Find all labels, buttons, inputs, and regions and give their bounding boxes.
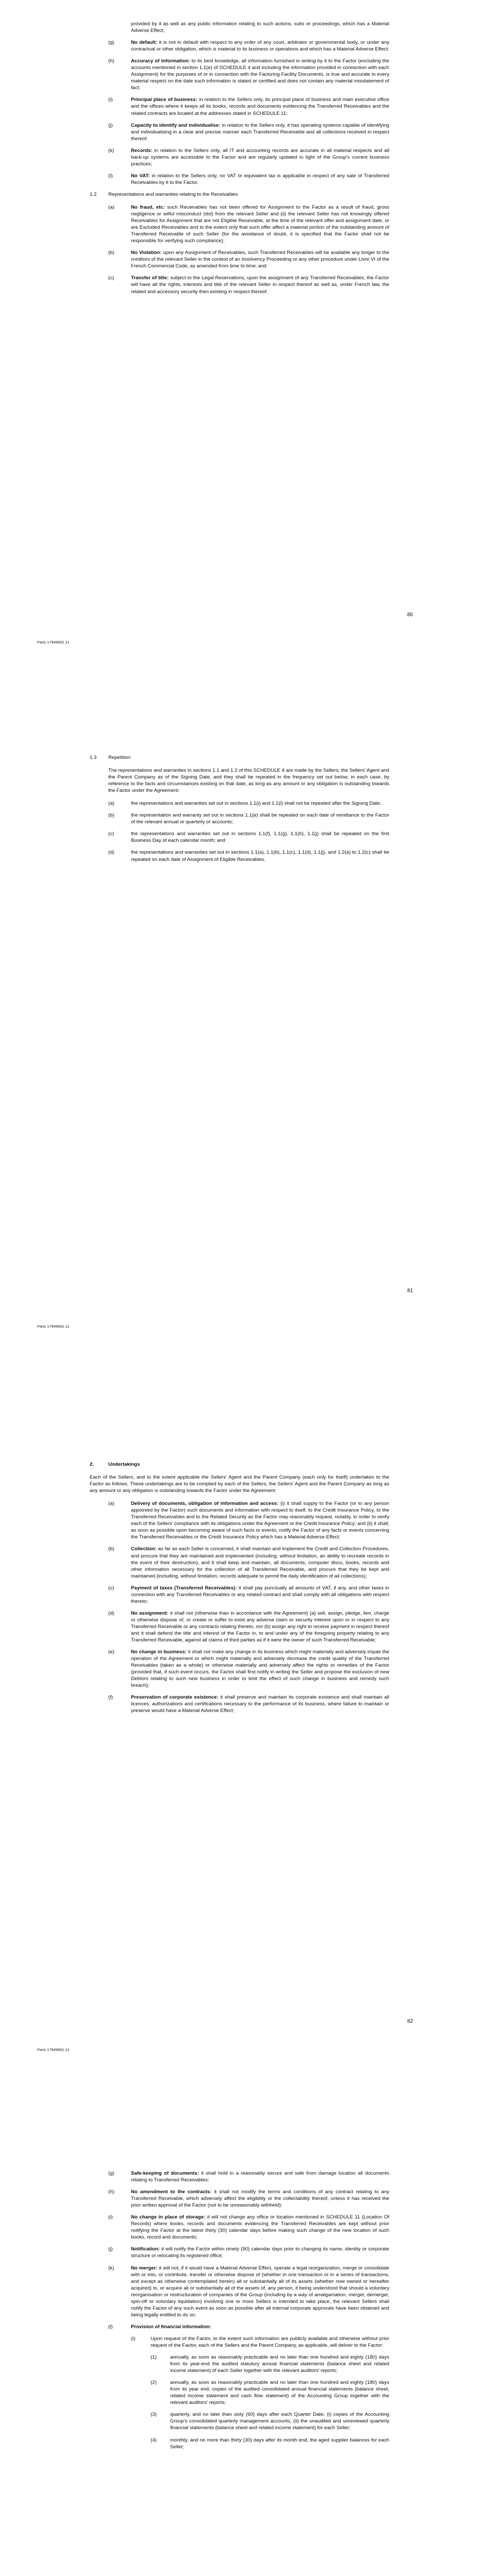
clause-label: (e) (108, 1649, 114, 1655)
section-paragraph: The representations and warranties in sections 1.1 and 1.2 of this SCHEDULE 4 are made by the Sellers, the Sellers' Agent and the Parent Company as of the Signing Date, and they shall be repeated in the frequency set out below, in each case, by reference to the facts and circumstances existing on that date, as long as any amount or any obligation is outstanding towards the Factor under the Agreement: (108, 768, 389, 794)
clause (108, 1546, 389, 1579)
clause (108, 2246, 389, 2259)
clause-title: Transfer of title: (131, 275, 169, 281)
clause-label: (b) (108, 812, 114, 819)
footer-reference: Paris 17949861.11 (37, 1324, 70, 1329)
clause-label: (c) (108, 1585, 114, 1591)
clause-text (131, 849, 389, 862)
clause-body: such Receivables has not been offered for Assignment to the Factor as a result of fraud, gross negligence or wilful misconduct (dol) from the relevant Seller and (ii) the relevant Seller has not knowingly offered Receivables for Assignment that are not Eligible Receivable, at the time of the relevant offer and assignment date, or are Excluded Receivables and to the extent only that such offer affect a material portion of the outstanding amount of Transferred Receivable of such Seller (for the avoidance of doubt, it is specified that the Factor shall not be responsible for verifying such compliance); (131, 204, 389, 244)
section-number: 1.2 (90, 191, 97, 197)
sub-item-text: quarterly, and no later than sixty (60) days after each Quarter Date, (i) copies of the Accounting Group's consolidated quarterly management accounts, (ii) the unaudited and unreviewed quarterly financial statements (balance sheet and related income statement) for each Seller; (170, 2412, 389, 2431)
clause (108, 2189, 389, 2209)
clause-body: in relation to the Sellers only, all IT and accounting records are accurate in all material respects and all back-up systems are accessible to the Factor and are regularly updated in light of the Group's current business practices; (131, 147, 389, 167)
clause-text (131, 1546, 389, 1579)
clause-body: the representations and warranties set out in sections 1.1(a), 1.1(b), 1.1(c), 1.1(d), 1.1(j), and 1.2(a) to 1.2(c) shall be repeated on each date of Assignment of Eligible Receivables. (131, 850, 389, 862)
clause-text (131, 204, 389, 244)
clause-text (131, 275, 389, 295)
clause (108, 812, 389, 825)
clause-text (131, 1649, 389, 1689)
clause-text (131, 2170, 389, 2183)
clause-title: No amendment to the contracts: (131, 2189, 212, 2195)
clause-text (131, 2214, 389, 2241)
clause-title: No merger: (131, 2265, 158, 2271)
clause-text (131, 1500, 389, 1540)
clause-title: Notification: (131, 2246, 160, 2252)
clause-body: the representation and warranty set out in sections 1.1(e) shall be repeated on each date of remittance to the Factor of the relevant annual or quarterly or accounts; (131, 812, 389, 825)
page-body (90, 754, 389, 868)
clause-title: Capacity to identify and individualise: (131, 122, 221, 128)
clause-body: it is not in default with respect to any order of any court, arbitrator or governmental body, or under any contractual or other obligation, which is material to its business or operations and which has a Material Adverse Effect; (131, 40, 389, 53)
clause-body: it will notify the Factor within ninety (90) calendar days prior to changing its name, identity or corporate structure or relocating its registered office; (131, 2246, 389, 2259)
page-number: 82 (407, 2019, 413, 2024)
sub-item (151, 2411, 389, 2431)
clause-text (131, 249, 389, 269)
page-body (90, 21, 390, 300)
clause (108, 39, 389, 53)
clause-label: (k) (108, 147, 114, 154)
clause-title: Delivery of documents, obligation of information and access: (131, 1501, 279, 1507)
clause-title: Preservation of corporate existence: (131, 1694, 219, 1701)
clause-body: it will not change any office or location mentioned in SCHEDULE 11 (Location Of Records) where books, records and documents evidencing the Transferred Receivables are kept without prior notifying the Factor at the latest thirty (30) calendar days before making such change of the new location of such books, record and documents; (131, 2214, 389, 2241)
section-number: 1.3 (90, 755, 97, 760)
clause (108, 1500, 389, 1540)
clause-title: No assignment: (131, 1610, 169, 1616)
sub-clause-label: (i) (131, 2335, 136, 2342)
intro-paragraph: provided by it as well as any public information relating to such actions, suits or proceedings, which has a Material Adverse Effect; (131, 21, 389, 34)
clause-label: (g) (108, 40, 114, 46)
clause (108, 249, 389, 269)
page-number: 80 (407, 612, 413, 618)
clause-title: No default: (131, 40, 157, 46)
clause-label: (a) (108, 204, 114, 210)
clause-title: No VAT: (131, 173, 150, 179)
clause-body: it shall pay punctually all amounts of VAT, if any, and other taxes in connection with any Transferred Receivables or any related contract and shall comply with all obligations with respect thereto; (131, 1585, 389, 1604)
clause-title: Provision of financial information: (131, 2324, 211, 2330)
clause-text (131, 2324, 389, 2330)
clause (108, 96, 389, 116)
clause-body: subject to the Legal Reservations, upon the assignment of any Transferred Receivables, the Factor will have all the rights, interests and title of the relevant Seller in respect thereof as well as, under French law, the related and accessory security then existing in respect thereof. (131, 275, 389, 295)
clause-label: (d) (108, 1610, 114, 1616)
clause-body: as far as each Seller is concerned, it shall maintain and implement the Credit and Collection Procedures, and procure that they are maintained and implemented (including, without limitation, an ability to recreate records in the event of their destruction), and it shall keep and maintain, all documents, computer discs, books, records and other information necessary for the collection of all Transferred Receivable, and procure that they be kept and maintained (including, without limitation, records adequate to permit the daily identification of all collections); (131, 1546, 389, 1579)
clause-label: (j) (108, 122, 113, 128)
clause-text (131, 96, 389, 116)
clause (108, 1585, 389, 1605)
sub-item-label: (1) (151, 2354, 157, 2361)
clause-title: No change in business: (131, 1649, 187, 1655)
clause-label: (k) (108, 2265, 114, 2271)
clause-text (131, 1585, 389, 1605)
clause (108, 2324, 389, 2330)
clause-body: it shall not (otherwise than in accordance with the Agreement) (a) sell, assign, pledge, lien, charge or otherwise dispose of, or create or suffer to exist any adverse claim or security interest upon or in respect to any Transferred Receivable or any contracts relating thereto, nor (b) assign any right to receive payment in respect thereof and it shall defend the title and interest of the Factor in, to and under any of the foregoing property relating to any Transferred Receivable, against all claims of third parties as if it were the owner of such Transferred Receivable; (131, 1610, 389, 1643)
clause-label: (a) (108, 801, 114, 807)
clause-label: (i) (108, 2214, 113, 2221)
clause (108, 2265, 389, 2318)
clause (108, 2170, 389, 2183)
section-title: Undertakings (108, 1462, 140, 1467)
clause-label: (h) (108, 2189, 114, 2195)
clause-title: Records: (131, 147, 153, 154)
section-title: Representations and warranties relating to the Receivables (108, 191, 238, 197)
clause-text (131, 1694, 389, 1714)
clause-text (131, 812, 389, 825)
section-heading (90, 191, 389, 198)
clause-label: (b) (108, 250, 114, 256)
clause-text (131, 831, 389, 844)
page-number: 81 (407, 1288, 413, 1294)
section-paragraph: Each of the Sellers, and to the extent applicable the Sellers' Agent and the Parent Company (each only for itself) undertakes to the Factor as follows. These undertakings are to be complied by each of the Sellers, the Sellers' Agent and the Parent Company as long as any amount or any obligation is outstanding towards the Factor under the Agreement: (90, 1475, 389, 1494)
clause-label: (d) (108, 850, 114, 856)
clause (108, 122, 389, 142)
footer-reference: Paris 17949861.11 (37, 2047, 70, 2052)
section-heading (90, 1461, 389, 1468)
clause (108, 204, 389, 244)
clause (108, 1649, 389, 1689)
clause-label: (i) (108, 97, 113, 103)
clause-body: in relation to the Sellers only, its principal place of business and main executive office and the offices where it keeps all its books, records and documents evidencing the Transferred Receivables and the related contracts are located at the addresses stated in SCHEDULE 11; (131, 97, 389, 116)
sub-clause (131, 2335, 389, 2349)
sub-item-text: annually, as soon as reasonably practicable and no later than one hundred and eighty (180) days from its year end, copies of the audited consolidated annual financial statements (balance sheet, related income statement and cash flow statement) of the Accounting Group together with the relevant auditors' reports; (170, 2380, 389, 2406)
clause-label: (c) (108, 831, 114, 837)
footer-reference: Paris 17949861.11 (37, 640, 70, 645)
clause-label: (j) (108, 2246, 113, 2252)
clause-text (131, 39, 389, 53)
clause-body: it shall preserve and maintain its corporate existence and shall maintain all licences, authorizations and certifications necessary to the performance of its business, where failure to maintain or preserve would have a Material Adverse Effect; (131, 1694, 389, 1714)
sub-item-label: (4) (151, 2437, 157, 2443)
clause-label: (h) (108, 58, 114, 64)
clause-label: (l) (108, 2324, 113, 2330)
clause-title: No fraud, etc: (131, 204, 165, 210)
document-page-80 (0, 0, 498, 703)
document-page-81 (0, 703, 498, 1405)
clause-text (131, 173, 389, 186)
clause (108, 173, 389, 186)
clause-body: it shall not make any change in its business which might materially and adversely impair the operation of the Agreement or which might materially and adversely decrease the credit quality of the Transferred Receivables (taken as a whole) or otherwise materially and adversely affect the rights or remedies of the Factor (provided that, if such event occurs, the Factor shall first notify in writing the Seller and propose the exclusion of new Debtors relating to such new business in order to limit the effect of such change in business and remedy such breach); (131, 1649, 390, 1689)
clause-text (131, 1610, 389, 1643)
clause-title: Principal place of business: (131, 97, 197, 103)
clause-text (131, 800, 389, 807)
clause (108, 849, 389, 862)
clause-title: No change in place of storage: (131, 2214, 206, 2221)
clause-text (131, 58, 389, 91)
section-heading (90, 754, 389, 761)
sub-item (151, 2437, 389, 2450)
clause (108, 2214, 389, 2241)
clause-body: it shall not modify the terms and conditions of any contract relating to any Transferred Receivable, which adversely affect the eligibility or the collectability thereof, unless it has received the prior written approval of the Factor (not to be unreasonably withheld); (131, 2189, 389, 2209)
clause-text (131, 122, 389, 142)
clause-body: (i) it shall supply to the Factor (or to any person appointed by the Factor) such documents and information with respect to itself, to the Credit Insurance Policy, to the Transferred Receivables and to the Related Security as the Factor may reasonably request, notably, in order to verify each of the Sellers' compliance with its obligations under the Agreement or the Credit Insurance Policy; and (ii) it shall, as soon as possible upon becoming aware of such facts or events, notify the Factor of any facts or events concerning the Transferred Receivables or the Credit Insurance Policy which has a Material Adverse Effect; (131, 1501, 390, 1540)
sub-item (151, 2354, 389, 2374)
document-page-82 (0, 1405, 498, 2108)
page-body (108, 2170, 389, 2455)
clause (108, 147, 389, 167)
clause-text (131, 2246, 389, 2259)
clause-title: Collection: (131, 1546, 157, 1552)
clause-body: the representations and warranties set out in sections 1.1(f), 1.1(g), 1.1(h), 1.1(j) shall be repeated on the first Business Day of each calendar month; and (131, 831, 389, 844)
clause-title: Payment of taxes (Transferred Receivables): (131, 1585, 237, 1591)
sub-item-label: (2) (151, 2380, 157, 2386)
clause-title: Accuracy of information: (131, 58, 190, 64)
sub-item (151, 2379, 389, 2406)
clause (108, 1610, 389, 1643)
clause-label: (b) (108, 1546, 114, 1552)
clause-body: in relation to the Sellers only, it has operating systems capable of identifying and individualising in a clear and precise manner each Transferred Receivable and all collections received in respect thereof; (131, 122, 390, 142)
sub-item-label: (3) (151, 2412, 157, 2418)
clause (108, 275, 389, 295)
clause-text (131, 2189, 389, 2209)
clause-body: it will not, if it would have a Material Adverse Effect, operate a legal reorganization, merge or consolidate with or into, or contribute, transfer or otherwise dispose of (whether in one transaction or in a series of transactions, and except as otherwise contemplated herein) all or substantially all of its assets (whether now owned or hereafter acquired) to, or acquire all or substantially all of the assets of, any person, it being understood that should a voluntary reorganisation or restructuration of companies of the Group (including by a way of amalgamation, merger, demerger, spin-off or voluntary liquidation) involving one or more Sellers is intended to take place, the relevant Sellers shall notify the Factor of any such event as soon as possible after all internal corporate approvals have been obtained and being legally entitled to do so; (131, 2265, 389, 2318)
document-page-83 (0, 2108, 498, 2576)
section-title: Repetition (108, 755, 131, 760)
clause (108, 831, 389, 844)
clause-body: it shall hold in a reasonably secure and safe from damage location all documents relating to Transferred Receivables; (131, 2171, 390, 2183)
clause-text (131, 147, 389, 167)
sub-item-text: monthly, and no more than thirty (30) days after its month end, the aged supplier balances for each Seller; (170, 2437, 389, 2450)
clause-label: (l) (108, 173, 113, 179)
clause-label: (a) (108, 1501, 114, 1507)
section-number: 2. (90, 1462, 94, 1467)
clause-text (131, 2265, 389, 2318)
sub-item-text: annually, as soon as reasonably practicable and no later than one hundred and eighty (180) days from its year-end the audited statutory annual financial statements (balance sheet and related income statement) of each Seller together with the relevant auditors' reports; (170, 2354, 389, 2374)
clause-title: No Violation: (131, 250, 162, 256)
clause-body: in relation to the Sellers only, no VAT or equivalent tax is applicable in respect of any sale of Transferred Receivables by it to the Factor. (131, 173, 389, 185)
clause (108, 1694, 389, 1714)
clause-title: Safe-keeping of documents: (131, 2171, 199, 2176)
clause-label: (c) (108, 275, 114, 281)
clause (108, 58, 389, 91)
clause-body: to its best knowledge, all information furnished in writing by it to the Factor (excluding the accounts mentioned in section 1.1(e) of SCHEDULE 4 and including the information provided in connection with each Assignment) for the purposes of or in connection with the Factoring Facility Documents, is true and accurate in every material respect on the date such information is stated or certified and does not contain any material misstatement of fact; (131, 58, 390, 91)
page-body (90, 1461, 390, 1720)
sub-clause-text: Upon request of the Factor, to the extent such information are publicly available and otherwise without prior request of the Factor, each of the Sellers and the Parent Company, as applicable, will deliver to the Factor: (151, 2335, 389, 2348)
clause-label: (f) (108, 1694, 113, 1701)
clause-body: upon any Assignment of Receivables, such Transferred Receivables will be available any longer to the creditors of the relevant Seller in the context of an Insolvency Proceeding or any other procedure under Livre VI of the French Commercial Code, as amended from time to time; and (131, 250, 389, 269)
clause (108, 800, 389, 807)
clause-body: the representations and warranties set out in sections 1.1(i) and 1.1(l) shall not be repeated after the Signing Date; (131, 801, 381, 807)
clause-label: (g) (108, 2171, 114, 2176)
